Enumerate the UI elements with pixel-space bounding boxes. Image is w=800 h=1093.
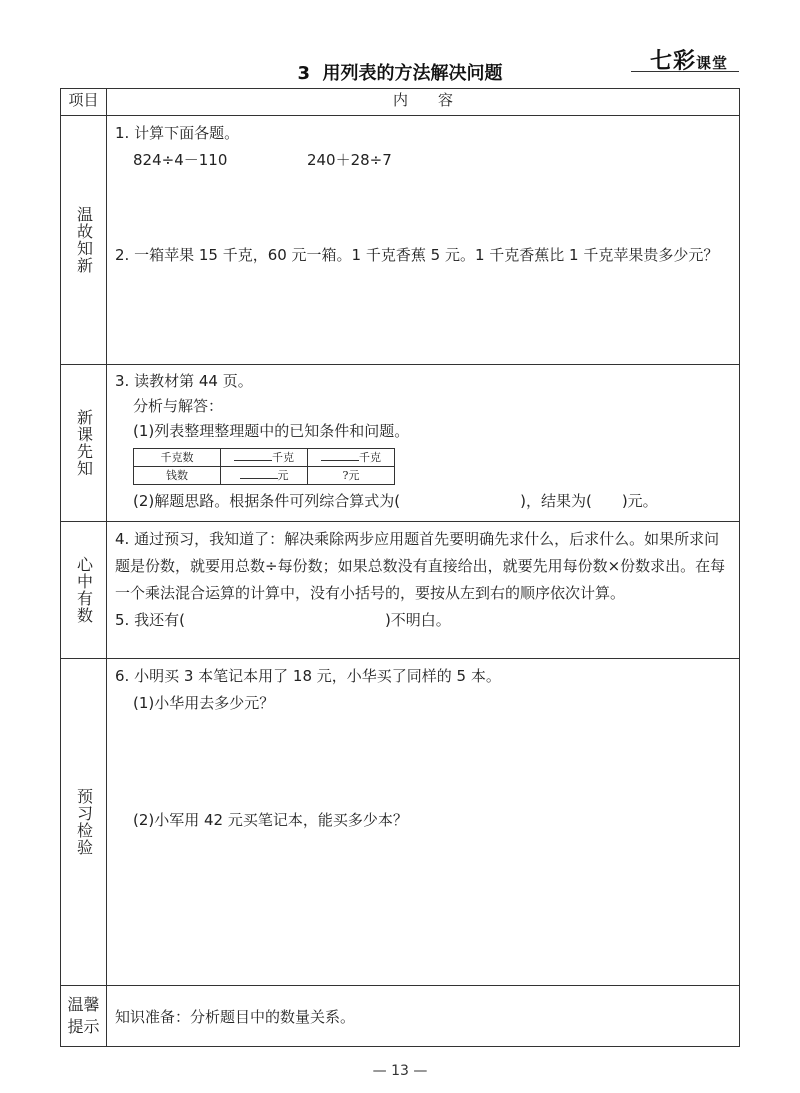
question-6-part2: (2)小军用 42 元买笔记本，能买多少本？ — [133, 811, 408, 829]
blank-line — [240, 468, 278, 479]
col-header-item: 项目 — [61, 89, 107, 116]
section-label-cell — [61, 365, 107, 522]
page-title: 3 用列表的方法解决问题 — [297, 63, 503, 84]
question-6: 6. 小明买 3 本笔记本用了 18 元，小华买了同样的 5 本。 — [115, 667, 501, 685]
mini-cell: 元 — [221, 467, 308, 485]
section-check — [61, 659, 740, 986]
section-tips — [61, 986, 740, 1047]
section-new — [61, 365, 740, 522]
section-content — [107, 116, 740, 365]
tips-content: 知识准备：分析题目中的数量关系。 — [107, 986, 740, 1047]
blank-line — [234, 450, 272, 461]
section-label: 温故知新 — [74, 206, 94, 274]
question-3-step2: (2)解题思路。根据条件可列综合算式为( )，结果为( )元。 — [133, 492, 658, 510]
page-number: — 13 — — [372, 1063, 428, 1079]
section-mind — [61, 522, 740, 659]
question-3-step1: (1)列表整理整理题中的已知条件和问题。 — [133, 422, 410, 440]
question-6-part1: (1)小华用去多少元？ — [133, 694, 275, 712]
section-content — [107, 522, 740, 659]
mini-cell: 千克 — [308, 449, 395, 467]
section-review — [61, 116, 740, 365]
mini-table-row — [134, 467, 395, 485]
mini-cell: 千克 — [221, 449, 308, 467]
mini-cell: ?元 — [308, 467, 395, 485]
mini-table — [133, 448, 395, 485]
question-2: 2. 一箱苹果 15 千克，60 元一箱。1 千克香蕉 5 元。1 千克香蕉比 1 千克苹果贵多少元？ — [115, 246, 719, 264]
table-header-row — [61, 89, 740, 116]
question-3: 3. 读教材第 44 页。 — [115, 372, 253, 390]
section-label-cell — [61, 659, 107, 986]
section-label-cell — [61, 522, 107, 659]
blank-line — [321, 450, 359, 461]
expression-1: 824÷4－110 — [133, 151, 228, 169]
worksheet-table — [60, 88, 740, 1047]
section-label-cell — [61, 116, 107, 365]
col-header-content: 内容 — [107, 89, 740, 116]
mini-table-row — [134, 449, 395, 467]
mini-cell: 钱数 — [134, 467, 221, 485]
question-1-expressions — [115, 147, 731, 174]
section-label: 预习检验 — [74, 788, 94, 856]
question-1: 1. 计算下面各题。 — [115, 124, 240, 142]
section-content — [107, 659, 740, 986]
expression-2: 240＋28÷7 — [306, 151, 392, 169]
question-3-sub: 分析与解答： — [133, 397, 224, 415]
section-label: 心中有数 — [74, 556, 94, 624]
question-5: 5. 我还有( )不明白。 — [115, 611, 451, 629]
section-label: 温馨提示 — [67, 995, 100, 1036]
section-content — [107, 365, 740, 522]
mini-cell: 千克数 — [134, 449, 221, 467]
section-label: 新课先知 — [74, 409, 94, 477]
question-4: 4. 通过预习，我知道了：解决乘除两步应用题首先要明确先求什么，后求什么。如果所求问题是份数，就要用总数÷每份数；如果总数没有直接给出，就要先用每份数×份数求出。在每一个乘法混合运算的计算中，没有小括号的，要按从左到右的顺序依次计算。 — [115, 530, 726, 602]
brand-logo: 七彩课堂 — [650, 48, 729, 74]
section-label-cell — [61, 986, 107, 1047]
